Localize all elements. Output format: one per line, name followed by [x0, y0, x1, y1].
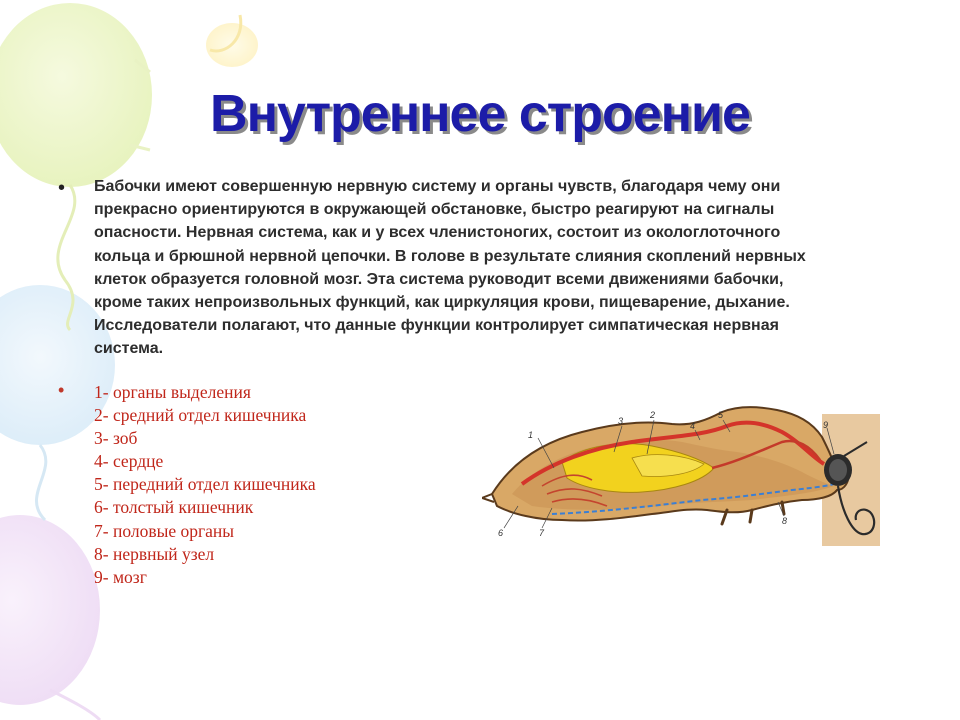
legend-item: 4- сердце — [94, 451, 164, 472]
paragraph-line: Бабочки имеют совершенную нервную систему и органы чувств, благодаря чему они — [94, 178, 781, 195]
diagram-label-9: 9 — [823, 420, 829, 430]
legend-item: 8- нервный узел — [94, 543, 215, 564]
paragraph-line: прекрасно ориентируются в окружающей обстановке, быстро реагируют на сигналы — [94, 201, 775, 219]
legend-item: 6- толстый кишечник — [94, 497, 254, 518]
paragraph-line: Исследователи полагают, что данные функции контролирует симпатическая нервная — [94, 317, 779, 335]
diagram-label-4: 4 — [690, 421, 696, 431]
legend-item: 1- органы выделения — [94, 382, 251, 402]
bullet-dot: • — [58, 177, 66, 199]
swirl — [50, 690, 100, 720]
diagram-label-2: 2 — [650, 410, 656, 420]
legend-item: 7- половые органы — [94, 520, 235, 541]
diagram-label-7: 7 — [539, 528, 545, 538]
diagram-label-5: 5 — [718, 410, 724, 420]
legend-item: 2- средний отдел кишечника — [94, 405, 307, 426]
paragraph-line: кроме таких непроизвольных функций, как циркуляция крови, пищеварение, дыхание. — [94, 294, 790, 312]
description-paragraph — [94, 175, 894, 361]
balloon-string — [36, 445, 45, 520]
paragraph-line: опасности. Нервная система, как и у всех членистоногих, состоит из окологлоточного — [94, 224, 781, 242]
diagram-label-1: 1 — [528, 430, 534, 440]
legend-item: 5- передний отдел кишечника — [94, 474, 316, 495]
anatomy-legend — [94, 381, 316, 589]
butterfly-anatomy-diagram — [482, 402, 882, 562]
diagram-label-8: 8 — [782, 516, 788, 526]
balloon-lilac — [0, 515, 100, 705]
diagram-label-3: 3 — [618, 416, 624, 426]
legend-item: 9- мозг — [94, 566, 147, 587]
slide-title: Внутреннее строение — [210, 85, 750, 143]
paragraph-line: система. — [94, 340, 164, 358]
paragraph-line: кольца и брюшной нервной цепочки. В голове в результате слияния скоплений нервных — [94, 247, 806, 265]
paragraph-line: клеток образуется головной мозг. Эта система руководит всеми движениями бабочки, — [94, 270, 784, 288]
bullet-dot: • — [58, 380, 65, 400]
legend-item: 3- зоб — [94, 428, 138, 449]
eye-highlight — [829, 459, 847, 481]
diagram-label-6: 6 — [498, 528, 504, 538]
